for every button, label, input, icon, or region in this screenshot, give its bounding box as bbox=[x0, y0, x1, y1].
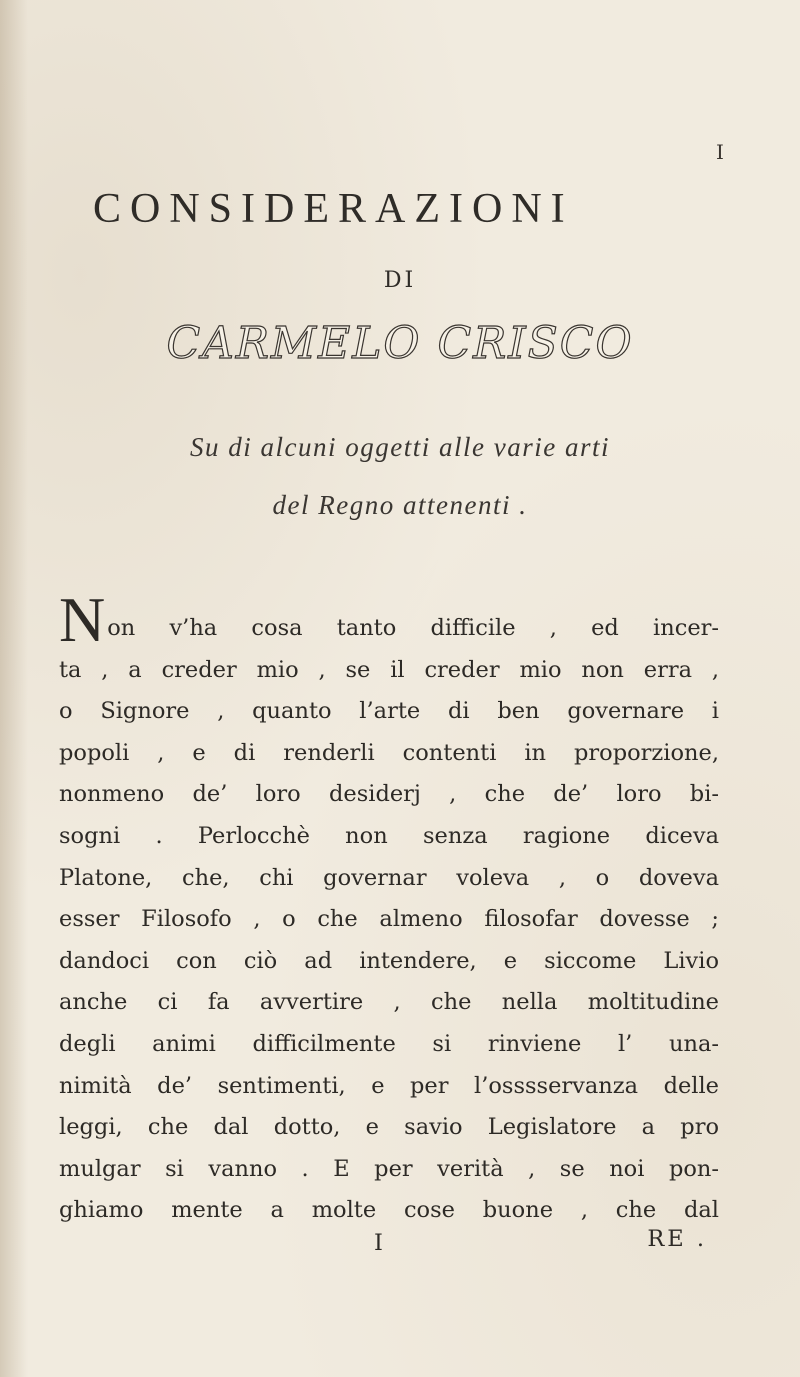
page-footer bbox=[59, 1226, 719, 1266]
signature-mark: I bbox=[374, 1230, 383, 1256]
catchword: RE . bbox=[647, 1226, 707, 1252]
subtitle-line-1: Su di alcuni oggetti alle varie arti bbox=[190, 432, 610, 462]
author-name: CARMELO CRISCO bbox=[166, 318, 634, 369]
text-line: anche ci fa avvertire , che nella moltitudine bbox=[59, 989, 719, 1016]
body-text bbox=[59, 584, 719, 1232]
subtitle-line-2: del Regno attenenti . bbox=[272, 490, 528, 520]
page-edge-shadow bbox=[0, 0, 28, 1377]
text-line: nonmeno de’ loro desiderj , che de’ loro bi- bbox=[59, 781, 719, 808]
text-line bbox=[59, 584, 719, 655]
text-line: mulgar si vanno . E per verità , se noi pon- bbox=[59, 1155, 719, 1182]
text-line: o Signore , quanto l’arte di ben governare i bbox=[59, 698, 719, 725]
text-line: degli animi difficilmente si rinviene l’ una- bbox=[59, 1030, 719, 1057]
text-line: Platone, che, chi governar voleva , o doveva bbox=[59, 864, 719, 891]
text-line: esser Filosofo , o che almeno filosofar dovesse ; bbox=[59, 906, 719, 933]
text-line: ta , a creder mio , se il creder mio non erra , bbox=[59, 656, 719, 683]
text-line: leggi, che dal dotto, e savio Legislatore a pro bbox=[59, 1114, 719, 1141]
drop-cap: N bbox=[59, 584, 106, 655]
text-line: sogni . Perlocchè non senza ragione diceva bbox=[59, 822, 719, 849]
text-line: dandoci con ciò ad intendere, e siccome Livio bbox=[59, 947, 719, 974]
text-line: nimità de’ sentimenti, e per l’osssservanza delle bbox=[59, 1072, 719, 1099]
text-line-content: on v’ha cosa tanto difficile , ed incer- bbox=[107, 615, 719, 641]
page-number: I bbox=[716, 140, 724, 164]
page-title: CONSIDERAZIONI bbox=[93, 186, 574, 232]
text-line: ghiamo mente a molte cose buone , che dal bbox=[59, 1197, 719, 1224]
text-line: popoli , e di renderli contenti in proporzione, bbox=[59, 739, 719, 766]
title-preposition: DI bbox=[383, 268, 417, 293]
